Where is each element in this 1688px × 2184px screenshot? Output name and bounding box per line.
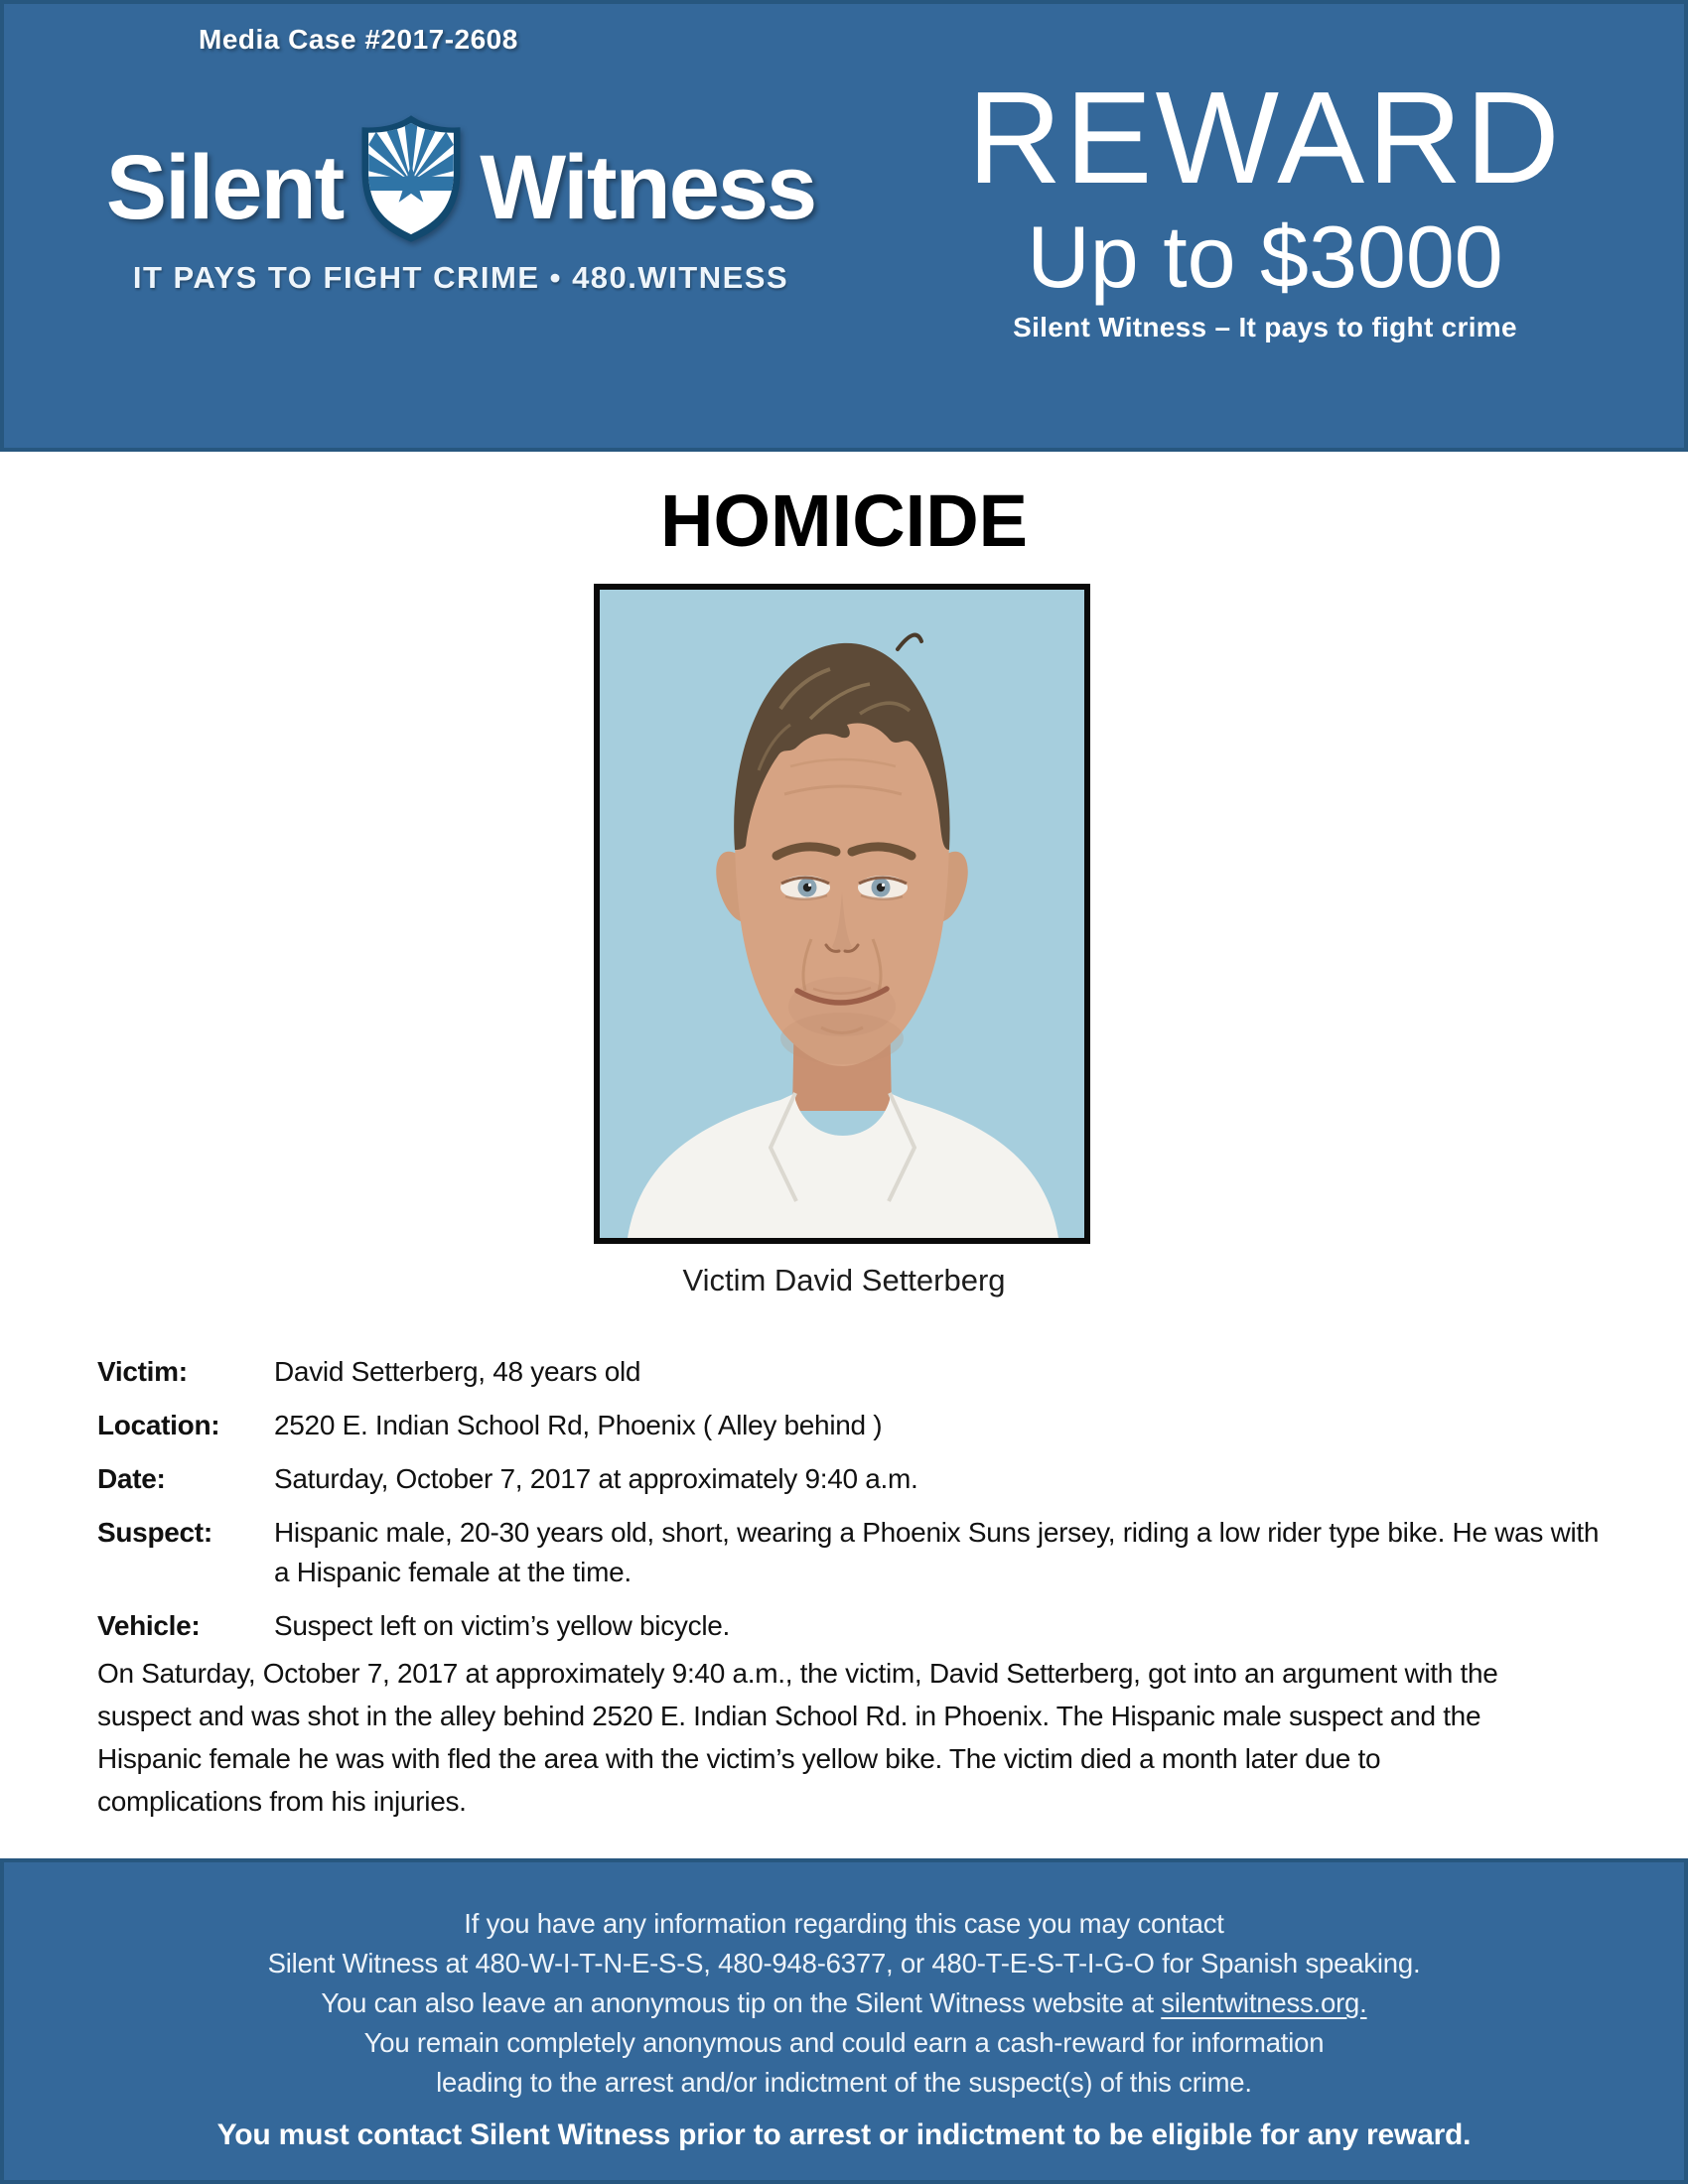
photo-caption: Victim David Setterberg — [682, 1263, 1006, 1297]
footer-band — [0, 1858, 1688, 2184]
logo-word-silent: Silent — [105, 137, 344, 238]
victim-portrait-illustration — [600, 590, 1084, 1238]
detail-label: Date: — [97, 1463, 166, 1494]
victim-photo — [594, 584, 1090, 1244]
detail-label: Location: — [97, 1410, 220, 1440]
footer-line-1: If you have any information regarding this case you may contact — [464, 1908, 1224, 1939]
detail-value: Suspect left on victim’s yellow bicycle. — [274, 1610, 730, 1641]
logo-tagline: IT PAYS TO FIGHT CRIME • 480.WITNESS — [132, 260, 789, 295]
header-band — [0, 0, 1688, 452]
detail-row-victim — [97, 1352, 1617, 1392]
footer-line-4: You remain completely anonymous and could earn a cash-reward for information — [363, 2027, 1325, 2058]
detail-row-date — [97, 1459, 1617, 1499]
detail-value: David Setterberg, 48 years old — [274, 1356, 641, 1387]
silent-witness-logo — [34, 131, 888, 296]
silentwitness-website-link[interactable]: silentwitness.org. — [1161, 1987, 1367, 2018]
footer-line-3 — [4, 1983, 1684, 2023]
logo-row — [34, 131, 888, 244]
arizona-shield-icon — [356, 113, 466, 244]
footer-line-3-text: You can also leave an anonymous tip on the Silent Witness website at — [321, 1987, 1162, 2018]
detail-label: Victim: — [97, 1356, 188, 1387]
case-details — [97, 1352, 1617, 1660]
case-narrative: On Saturday, October 7, 2017 at approximately 9:40 a.m., the victim, David Setterberg, got into an argument with the suspect and was shot in the alley behind 2520 E. Indian School Rd. in Phoenix. The Hispanic male suspect and the Hispanic female he was with fled the area with the victim’s yellow bike. The victim died a month later due to complications from his injuries. — [97, 1658, 1498, 1817]
reward-amount: Up to $3000 — [1027, 206, 1503, 306]
detail-value: Hispanic male, 20-30 years old, short, wearing a Phoenix Suns jersey, riding a low rider type bike. He was with a Hispanic female at the time. — [274, 1517, 1600, 1587]
footer-line-5: leading to the arrest and/or indictment of the suspect(s) of this crime. — [436, 2067, 1252, 2098]
footer-line-2: Silent Witness at 480-W-I-T-N-E-S-S, 480-948-6377, or 480-T-E-S-T-I-G-O for Spanish speaking. — [267, 1948, 1421, 1979]
reward-title: REWARD — [967, 65, 1563, 210]
detail-row-location — [97, 1406, 1617, 1445]
media-case-number: Media Case #2017-2608 — [199, 24, 518, 55]
detail-row-suspect — [97, 1513, 1617, 1592]
crime-type-heading: HOMICIDE — [660, 479, 1028, 562]
detail-row-vehicle — [97, 1606, 1617, 1646]
detail-value: Saturday, October 7, 2017 at approximately 9:40 a.m. — [274, 1463, 918, 1494]
detail-label: Suspect: — [97, 1517, 212, 1548]
reward-block — [927, 65, 1603, 343]
detail-label: Vehicle: — [97, 1610, 201, 1641]
logo-word-witness: Witness — [480, 137, 816, 238]
detail-value: 2520 E. Indian School Rd, Phoenix ( Alley behind ) — [274, 1410, 883, 1440]
footer-eligibility-notice: You must contact Silent Witness prior to arrest or indictment to be eligible for any reward. — [216, 2118, 1472, 2151]
reward-subtitle: Silent Witness – It pays to fight crime — [1013, 311, 1517, 342]
